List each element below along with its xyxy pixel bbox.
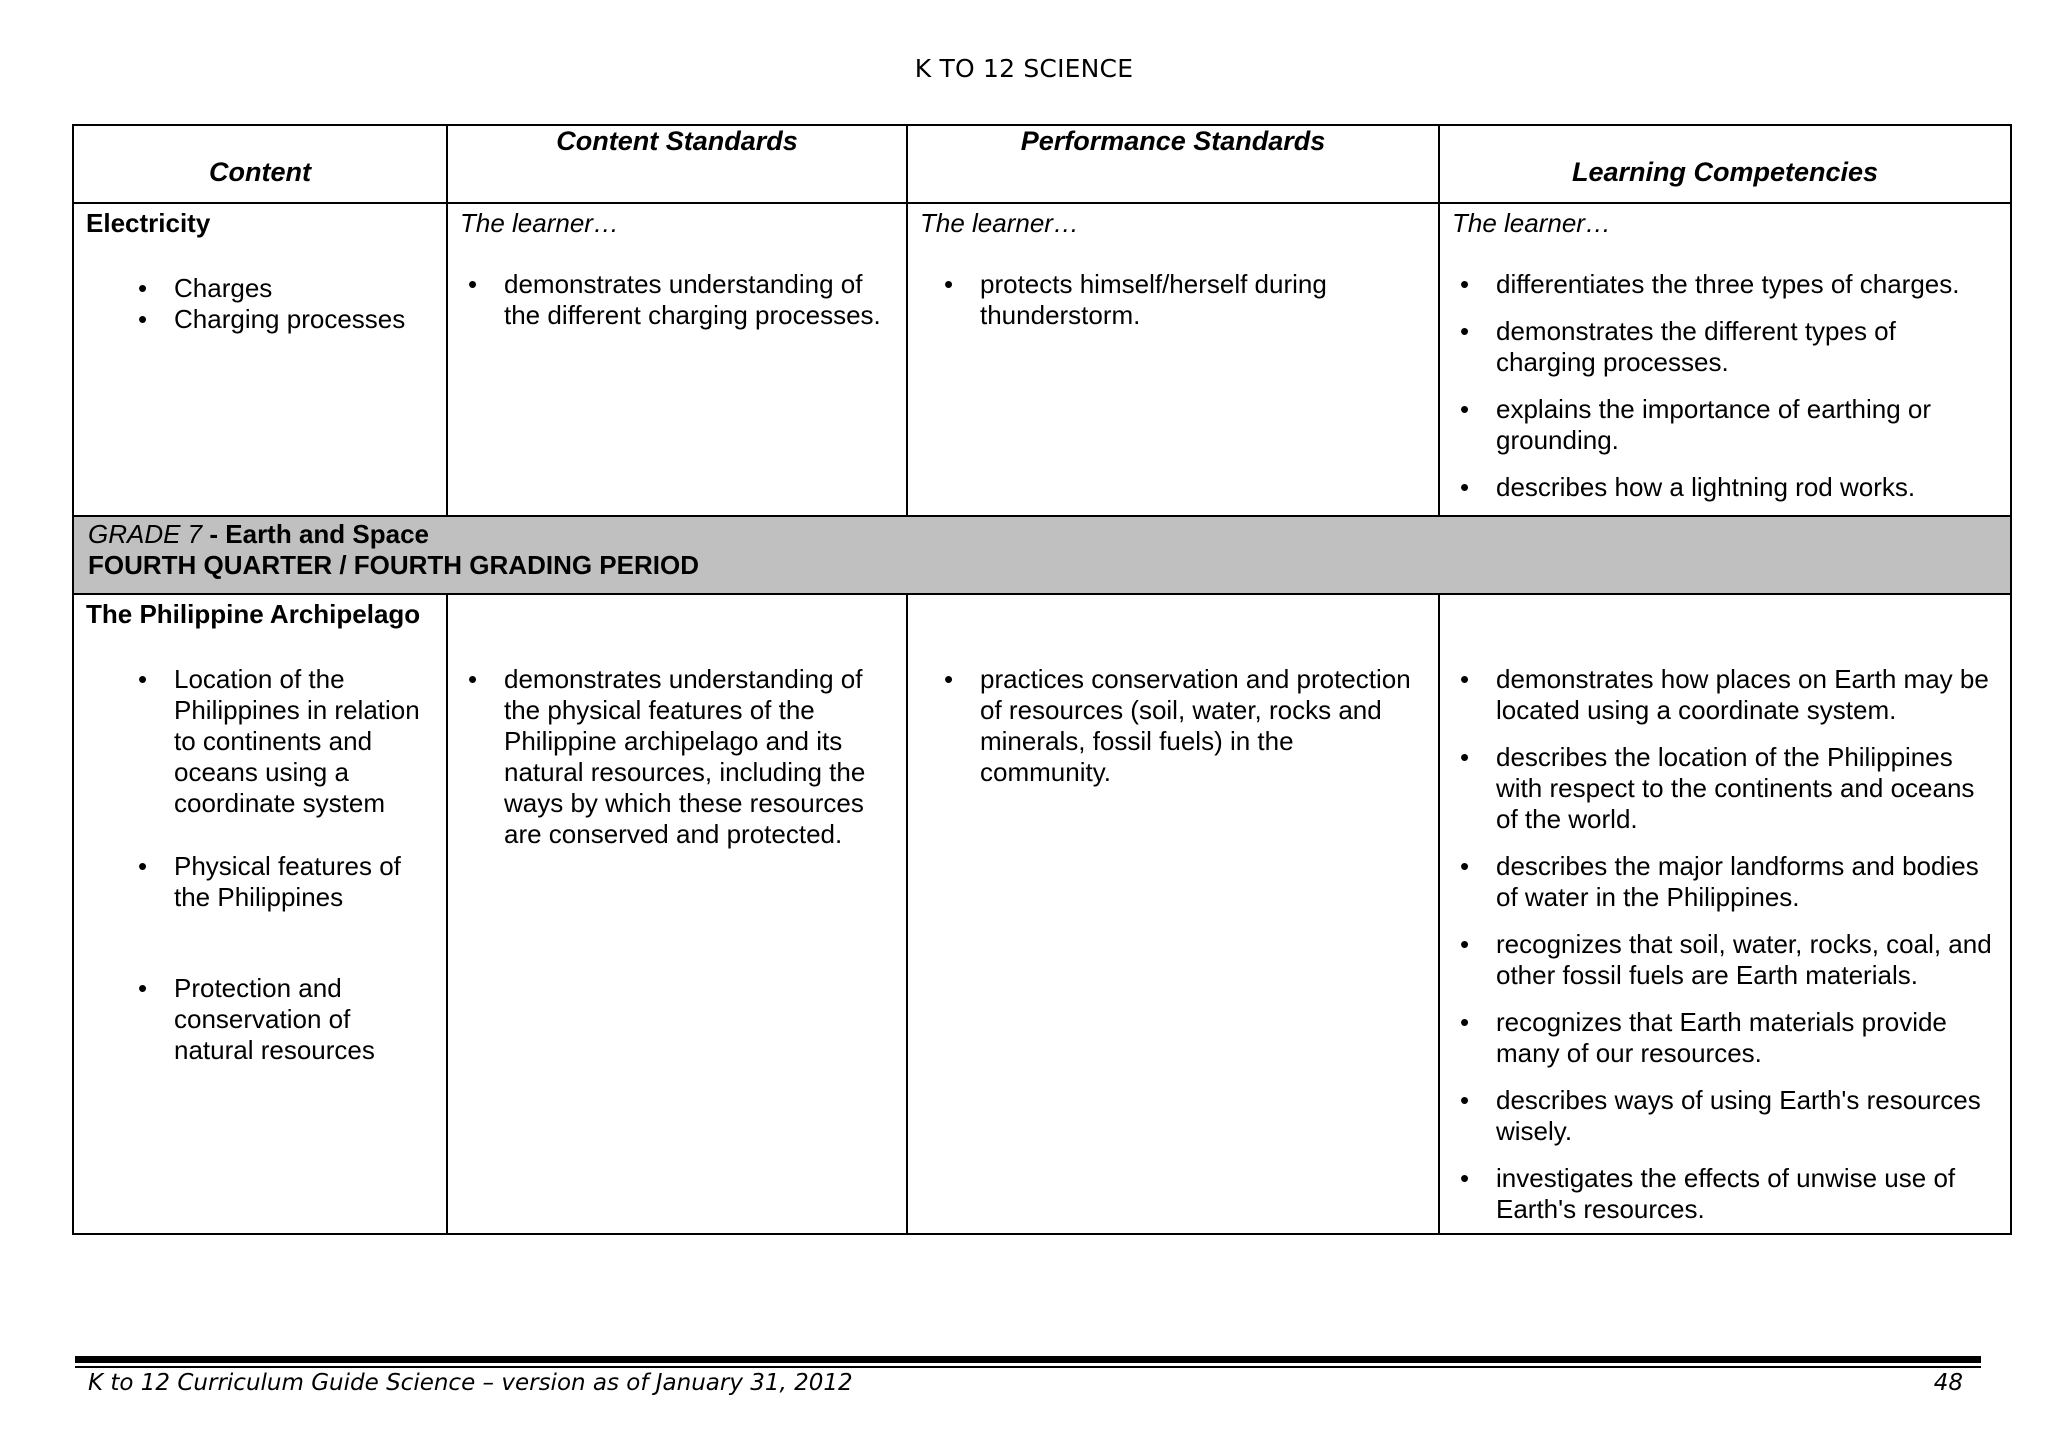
content-topic-title: Electricity	[86, 208, 211, 238]
strand-label: Earth and Space	[225, 519, 429, 549]
column-header-performance-standards: Performance Standards	[907, 125, 1439, 203]
table-header-row	[73, 125, 2011, 203]
list-item: • demonstrates understanding of the physical features of the Philippine archipelago and its natural resources, including the ways by which these resources are conserved and protected.	[460, 664, 894, 850]
table-row	[73, 203, 2011, 516]
list-item: • describes ways of using Earth's resources wisely.	[1452, 1085, 1998, 1147]
performance-standards-list	[936, 269, 1426, 331]
column-header-content-standards: Content Standards	[447, 125, 907, 203]
footer-rule	[75, 1366, 1981, 1368]
footer-version-text: K to 12 Curriculum Guide Science – version as of January 31, 2012	[88, 1370, 853, 1396]
table-row	[73, 594, 2011, 1234]
list-item: • Physical features of the Philippines	[130, 851, 434, 913]
performance-standards-cell	[907, 594, 1439, 1234]
list-item: • differentiates the three types of charges.	[1452, 269, 1998, 300]
performance-standards-list	[936, 664, 1426, 788]
page-number: 48	[1933, 1370, 1963, 1396]
list-item: • recognizes that soil, water, rocks, coal, and other fossil fuels are Earth materials.	[1452, 929, 1998, 991]
content-standards-list	[460, 269, 894, 331]
list-item: • Location of the Philippines in relation to continents and oceans using a coordinate system	[130, 664, 434, 819]
content-list	[130, 664, 434, 1066]
grade-separator: -	[202, 519, 226, 549]
list-item: • explains the importance of earthing or grounding.	[1452, 394, 1998, 456]
learner-intro: The learner…	[460, 208, 619, 238]
content-list	[130, 273, 434, 335]
list-item: • protects himself/herself during thunderstorm.	[936, 269, 1426, 331]
list-item: • recognizes that Earth materials provide many of our resources.	[1452, 1007, 1998, 1069]
content-standards-cell	[447, 203, 907, 516]
performance-standards-cell	[907, 203, 1439, 516]
page-header: K TO 12 SCIENCE	[914, 54, 1134, 83]
learning-competencies-cell	[1439, 594, 2011, 1234]
column-header-learning-competencies: Learning Competencies	[1439, 125, 2011, 203]
footer-rule	[75, 1356, 1981, 1363]
content-standards-list	[460, 664, 894, 850]
column-header-content: Content	[73, 125, 447, 203]
learning-competencies-cell	[1439, 203, 2011, 516]
list-item: • describes the location of the Philippines with respect to the continents and oceans of the world.	[1452, 742, 1998, 835]
learner-intro: The learner…	[1452, 208, 1611, 238]
list-item: • describes how a lightning rod works.	[1452, 472, 1998, 503]
list-item: • practices conservation and protection of resources (soil, water, rocks and minerals, fossil fuels) in the community.	[936, 664, 1426, 788]
list-item: • describes the major landforms and bodies of water in the Philippines.	[1452, 851, 1998, 913]
quarter-label: FOURTH QUARTER / FOURTH GRADING PERIOD	[88, 550, 699, 580]
list-item: • Charges	[130, 273, 434, 304]
content-cell	[73, 594, 447, 1234]
curriculum-table	[72, 124, 2012, 1235]
competencies-list	[1452, 269, 1998, 503]
grade-strand-line	[88, 519, 1996, 550]
grade-quarter-cell	[73, 516, 2011, 594]
list-item: • investigates the effects of unwise use of Earth's resources.	[1452, 1163, 1998, 1225]
grade-label: GRADE 7	[88, 519, 203, 549]
grade-quarter-row	[73, 516, 2011, 594]
list-item: • demonstrates the different types of charging processes.	[1452, 316, 1998, 378]
learner-intro: The learner…	[920, 208, 1079, 238]
content-cell	[73, 203, 447, 516]
competencies-list	[1452, 664, 1998, 1225]
list-item: • Protection and conservation of natural resources	[130, 973, 434, 1066]
content-topic-title: The Philippine Archipelago	[86, 599, 421, 629]
list-item: • demonstrates understanding of the different charging processes.	[460, 269, 894, 331]
content-standards-cell	[447, 594, 907, 1234]
list-item: • Charging processes	[130, 304, 434, 335]
list-item: • demonstrates how places on Earth may be located using a coordinate system.	[1452, 664, 1998, 726]
